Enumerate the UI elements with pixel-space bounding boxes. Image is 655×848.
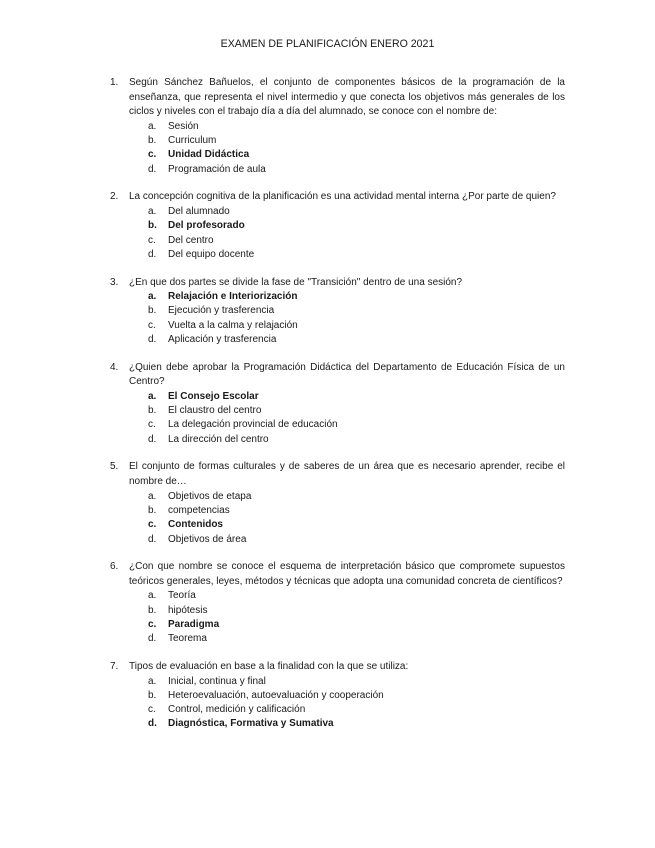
question-3 xyxy=(110,276,565,348)
option-text: Unidad Didáctica xyxy=(168,149,250,161)
option-text: Control, medición y calificación xyxy=(168,704,306,716)
option-text: Del centro xyxy=(168,234,214,246)
option-list xyxy=(148,390,565,447)
question-7 xyxy=(110,660,565,732)
option-letter: d. xyxy=(148,248,157,260)
option-letter: d. xyxy=(148,334,157,346)
option-letter: c. xyxy=(148,619,157,631)
option-text: La dirección del centro xyxy=(168,433,269,445)
option-text: Ejecución y trasferencia xyxy=(168,305,275,317)
option-letter: a. xyxy=(148,675,157,687)
question-number: 2. xyxy=(110,191,119,203)
option-text: Heteroevaluación, autoevaluación y cooperación xyxy=(168,689,384,701)
option-text: Curriculum xyxy=(168,135,217,147)
option-a xyxy=(148,675,565,689)
option-letter: b. xyxy=(148,689,157,701)
question-number: 3. xyxy=(110,276,119,288)
option-text: Teoría xyxy=(168,590,196,602)
option-letter: b. xyxy=(148,220,157,232)
question-number: 5. xyxy=(110,461,119,473)
option-text: Relajación e Interiorización xyxy=(168,291,298,303)
option-c xyxy=(148,234,565,248)
option-text: competencias xyxy=(168,504,230,516)
option-text: hipótesis xyxy=(168,604,208,616)
question-number: 7. xyxy=(110,661,119,672)
option-b xyxy=(148,304,565,318)
option-b xyxy=(148,404,565,418)
option-letter: b. xyxy=(148,504,157,516)
option-letter: c. xyxy=(148,149,157,161)
option-text: Programación de aula xyxy=(168,163,266,175)
option-d xyxy=(148,433,565,447)
option-a xyxy=(148,490,565,504)
option-b xyxy=(148,604,565,618)
option-text: Inicial, continua y final xyxy=(168,675,266,687)
question-text: El conjunto de formas culturales y de saberes de un área que es necesario aprender, recibe el nombre de… xyxy=(129,461,565,488)
option-letter: c. xyxy=(148,419,156,431)
option-text: Del equipo docente xyxy=(168,248,255,260)
option-letter: c. xyxy=(148,519,157,531)
option-c xyxy=(148,703,565,717)
option-text: Sesión xyxy=(168,120,199,132)
option-text: Contenidos xyxy=(168,519,223,531)
option-letter: a. xyxy=(148,120,157,132)
option-text: Objetivos de área xyxy=(168,533,247,545)
option-a xyxy=(148,120,565,134)
option-c-correct xyxy=(148,518,565,532)
question-list xyxy=(110,76,565,745)
option-letter: b. xyxy=(148,604,157,616)
option-letter: b. xyxy=(148,305,157,317)
question-number: 1. xyxy=(110,77,119,88)
option-letter: a. xyxy=(148,291,157,303)
question-5 xyxy=(110,460,565,546)
option-letter: d. xyxy=(148,163,157,175)
option-text: Paradigma xyxy=(168,619,220,631)
question-6 xyxy=(110,560,565,646)
option-list xyxy=(148,589,565,646)
question-text: ¿En que dos partes se divide la fase de "Transición" dentro de una sesión? xyxy=(129,276,463,288)
question-text: Tipos de evaluación en base a la finalidad con la que se utiliza: xyxy=(129,661,409,672)
option-list xyxy=(148,490,565,547)
option-list xyxy=(148,205,565,262)
question-text: La concepción cognitiva de la planificación es una actividad mental interna ¿Por parte de quien? xyxy=(129,191,556,203)
option-letter: a. xyxy=(148,590,157,602)
question-4 xyxy=(110,361,565,447)
option-letter: c. xyxy=(148,704,156,716)
option-d xyxy=(148,533,565,547)
option-list xyxy=(148,675,565,732)
document-title: EXAMEN DE PLANIFICACIÓN ENERO 2021 xyxy=(220,38,435,50)
option-letter: a. xyxy=(148,390,157,402)
option-letter: a. xyxy=(148,205,157,217)
question-1 xyxy=(110,76,565,177)
option-c-correct xyxy=(148,148,565,162)
option-letter: b. xyxy=(148,405,157,417)
option-a-correct xyxy=(148,290,565,304)
option-letter: d. xyxy=(148,718,157,730)
option-text: La delegación provincial de educación xyxy=(168,419,338,431)
option-a xyxy=(148,205,565,219)
option-letter: c. xyxy=(148,319,156,331)
option-text: El claustro del centro xyxy=(168,405,262,417)
option-list xyxy=(148,120,565,177)
option-letter: a. xyxy=(148,490,157,502)
question-text: ¿Con que nombre se conoce el esquema de interpretación básico que compromete supuestos teóricos generales, leyes, métodos y técnicas que adopta una comunidad concreta de científicos? xyxy=(129,561,565,587)
option-letter: b. xyxy=(148,135,157,147)
question-2 xyxy=(110,190,565,262)
option-letter: c. xyxy=(148,234,156,246)
question-text: ¿Quien debe aprobar la Programación Didáctica del Departamento de Educación Física de un Centro? xyxy=(129,361,565,388)
option-c xyxy=(148,418,565,432)
option-b-correct xyxy=(148,219,565,233)
option-d xyxy=(148,333,565,347)
option-d xyxy=(148,163,565,177)
option-b xyxy=(148,504,565,518)
option-a xyxy=(148,589,565,603)
option-text: El Consejo Escolar xyxy=(168,390,259,402)
option-text: Diagnóstica, Formativa y Sumativa xyxy=(168,718,334,730)
option-text: Teorema xyxy=(168,633,207,645)
question-number: 6. xyxy=(110,561,119,573)
option-text: Objetivos de etapa xyxy=(168,490,252,502)
option-d xyxy=(148,632,565,646)
option-d xyxy=(148,248,565,262)
option-letter: d. xyxy=(148,433,157,445)
option-d-correct xyxy=(148,717,565,731)
option-text: Aplicación y trasferencia xyxy=(168,334,277,346)
option-letter: d. xyxy=(148,633,157,645)
option-letter: d. xyxy=(148,533,157,545)
option-b xyxy=(148,134,565,148)
option-c xyxy=(148,319,565,333)
option-text: Del alumnado xyxy=(168,205,230,217)
option-text: Vuelta a la calma y relajación xyxy=(168,319,298,331)
question-number: 4. xyxy=(110,361,119,373)
option-a-correct xyxy=(148,390,565,404)
question-text: Según Sánchez Bañuelos, el conjunto de componentes básicos de la programación de la enseñanza, que representa el nivel intermedio y que conecta los objetivos más generales de los ciclos y niveles con el trabajo día a día del alumnado, se conoce con el nombre de: xyxy=(129,77,565,118)
option-c-correct xyxy=(148,618,565,632)
option-list xyxy=(148,290,565,347)
option-text: Del profesorado xyxy=(168,220,245,232)
option-b xyxy=(148,689,565,703)
